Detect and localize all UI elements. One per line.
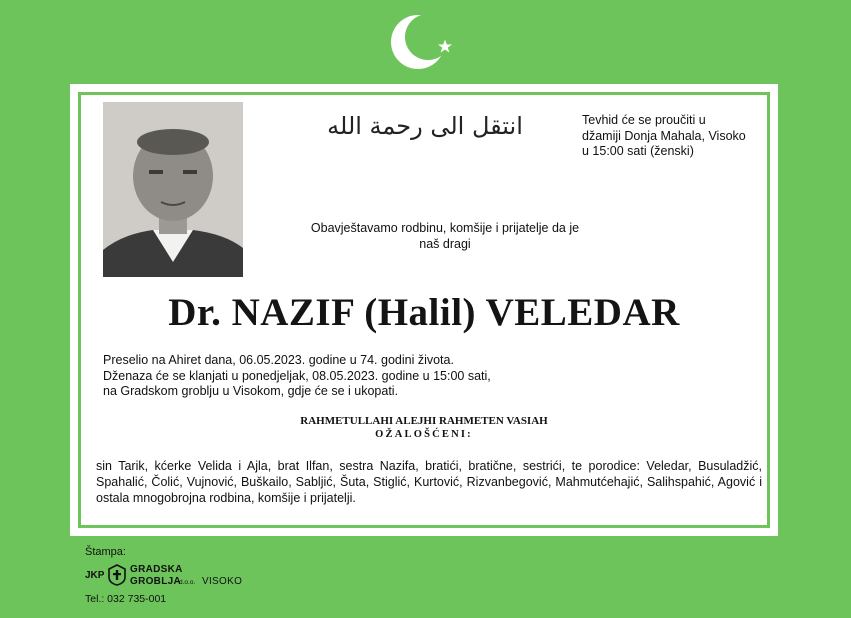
logo-line1: GRADSKA xyxy=(130,564,183,575)
arabic-calligraphy xyxy=(327,100,523,148)
printer-logo xyxy=(85,562,250,590)
logo-doo: d.o.o. xyxy=(179,579,196,586)
crescent-and-star-icon xyxy=(388,6,468,76)
mourners-list: sin Tarik, kćerke Velida i Ajla, brat Ilfan, sestra Nazifa, bratići, bratične, sestrići, te porodice: Veledar, Busuladžić, Spahalić, Čolić, Vujnović, Buškailo, Sabljić, Šuta, Stiglić, Kurtović, Rizvanbegović, Mahmutćehajić, Salihspahić, Agović i ostala mnogobrojna rodbina, komšije i prijatelji. xyxy=(96,459,762,505)
tevhid-notice xyxy=(582,113,762,160)
details-line: na Gradskom groblju u Visokom, gdje će se i ukopati. xyxy=(103,384,399,398)
announcement-intro xyxy=(290,221,600,252)
logo-jkp: JKP xyxy=(85,570,105,581)
funeral-details xyxy=(103,353,583,400)
tevhid-line: Tevhid će se proučiti u xyxy=(582,113,706,127)
logo-line2: GROBLJA xyxy=(130,576,181,587)
printer-phone: Tel.: 032 735-001 xyxy=(85,593,167,605)
deceased-photo xyxy=(103,102,243,277)
print-label: Štampa: xyxy=(85,546,126,558)
deceased-name: Dr. NAZIF (Halil) VELEDAR xyxy=(168,291,680,334)
tevhid-line: u 15:00 sati (ženski) xyxy=(582,144,694,158)
details-line: Dženaza će se klanjati u ponedjeljak, 08.05.2023. godine u 15:00 sati, xyxy=(103,368,491,383)
mourners-heading: OŽALOŠĆENI: xyxy=(375,429,473,440)
cemetery-logo-icon xyxy=(107,564,127,586)
prayer-line: RAHMETULLAHI ALEJHI RAHMETEN VASIAH xyxy=(300,415,548,427)
intro-line: Obavještavamo rodbinu, komšije i prijatelje da je xyxy=(310,221,580,235)
details-line: Preselio na Ahiret dana, 06.05.2023. godine u 74. godini života. xyxy=(103,353,454,367)
calligraphy-text: انتقل الى رحمة الله xyxy=(327,112,523,140)
intro-line: naš dragi xyxy=(419,236,471,251)
tevhid-line: džamiji Donja Mahala, Visoko xyxy=(582,128,746,143)
logo-town: VISOKO xyxy=(202,576,243,587)
